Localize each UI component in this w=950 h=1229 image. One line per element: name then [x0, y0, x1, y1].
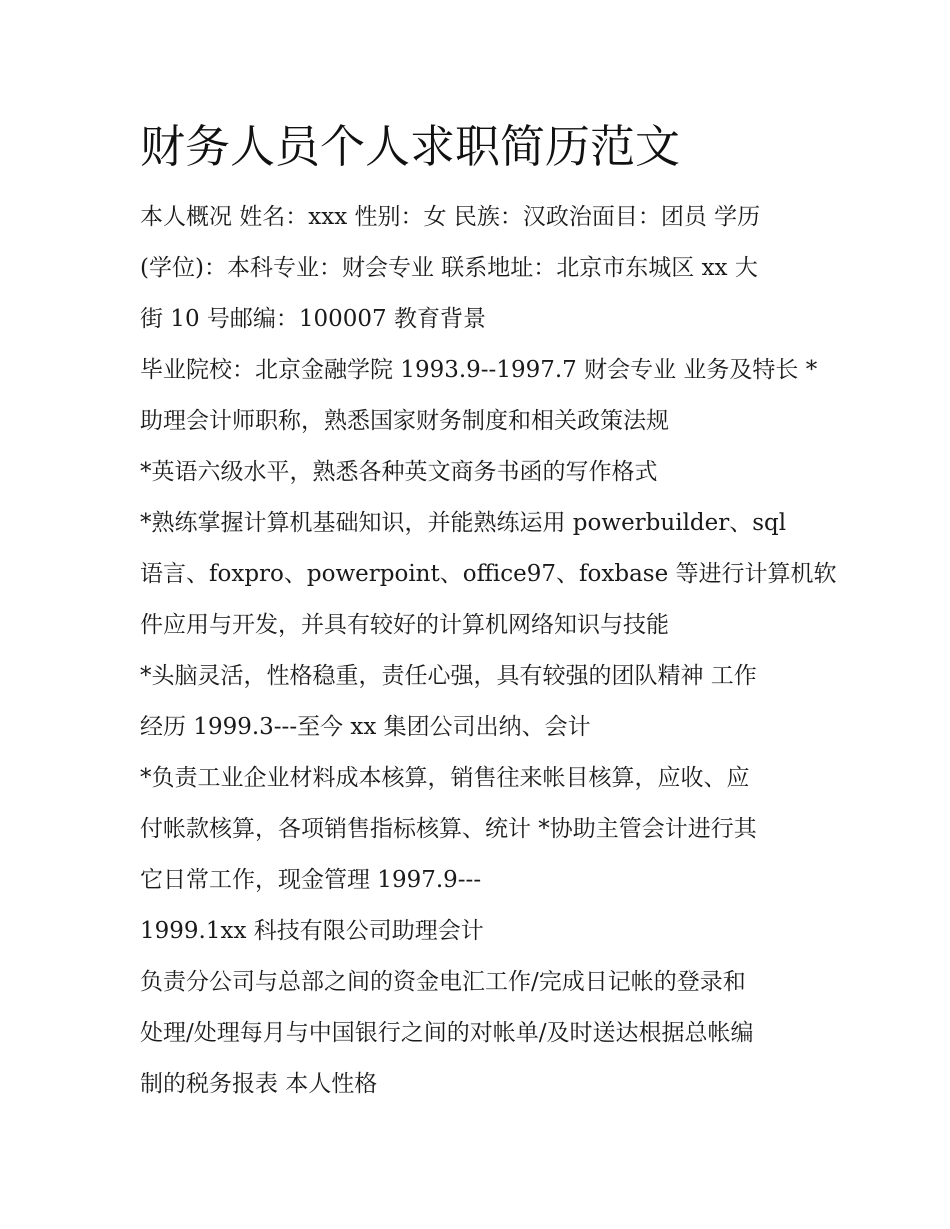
body-line-3: 街 10 号邮编：100007 教育背景: [140, 306, 486, 332]
body-line-6: *英语六级水平，熟悉各种英文商务书函的写作格式: [140, 459, 658, 485]
body-line-17: 处理/处理每月与中国银行之间的对帐单/及时送达根据总帐编: [140, 1020, 754, 1046]
body-line-12: *负责工业企业材料成本核算，销售往来帐目核算，应收、应: [140, 765, 750, 791]
body-line-5: 助理会计师职称，熟悉国家财务制度和相关政策法规: [140, 408, 669, 434]
body-line-10: *头脑灵活，性格稳重，责任心强，具有较强的团队精神 工作: [140, 663, 757, 689]
body-line-2: (学位)：本科专业：财会专业 联系地址：北京市东城区 xx 大: [140, 255, 758, 281]
body-line-18: 制的税务报表 本人性格: [140, 1071, 378, 1097]
body-line-11: 经历 1999.3---至今 xx 集团公司出纳、会计: [140, 714, 591, 740]
body-line-7: *熟练掌握计算机基础知识，并能熟练运用 powerbuilder、sql: [140, 510, 787, 536]
body-line-15: 1999.1xx 科技有限公司助理会计: [140, 918, 484, 944]
document-title: 财务人员个人求职简历范文: [140, 120, 681, 173]
body-line-9: 件应用与开发，并具有较好的计算机网络知识与技能: [140, 612, 669, 638]
body-line-14: 它日常工作，现金管理 1997.9---: [140, 867, 482, 893]
body-line-1: 本人概况 姓名：xxx 性别：女 民族：汉政治面目：团员 学历: [140, 204, 761, 230]
body-line-4: 毕业院校：北京金融学院 1993.9--1997.7 财会专业 业务及特长 *: [140, 357, 818, 383]
body-line-13: 付帐款核算，各项销售指标核算、统计 *协助主管会计进行其: [140, 816, 757, 842]
body-line-16: 负责分公司与总部之间的资金电汇工作/完成日记帐的登录和: [140, 969, 746, 995]
body-line-8: 语言、foxpro、powerpoint、office97、foxbase 等进行计算机软: [140, 561, 837, 587]
